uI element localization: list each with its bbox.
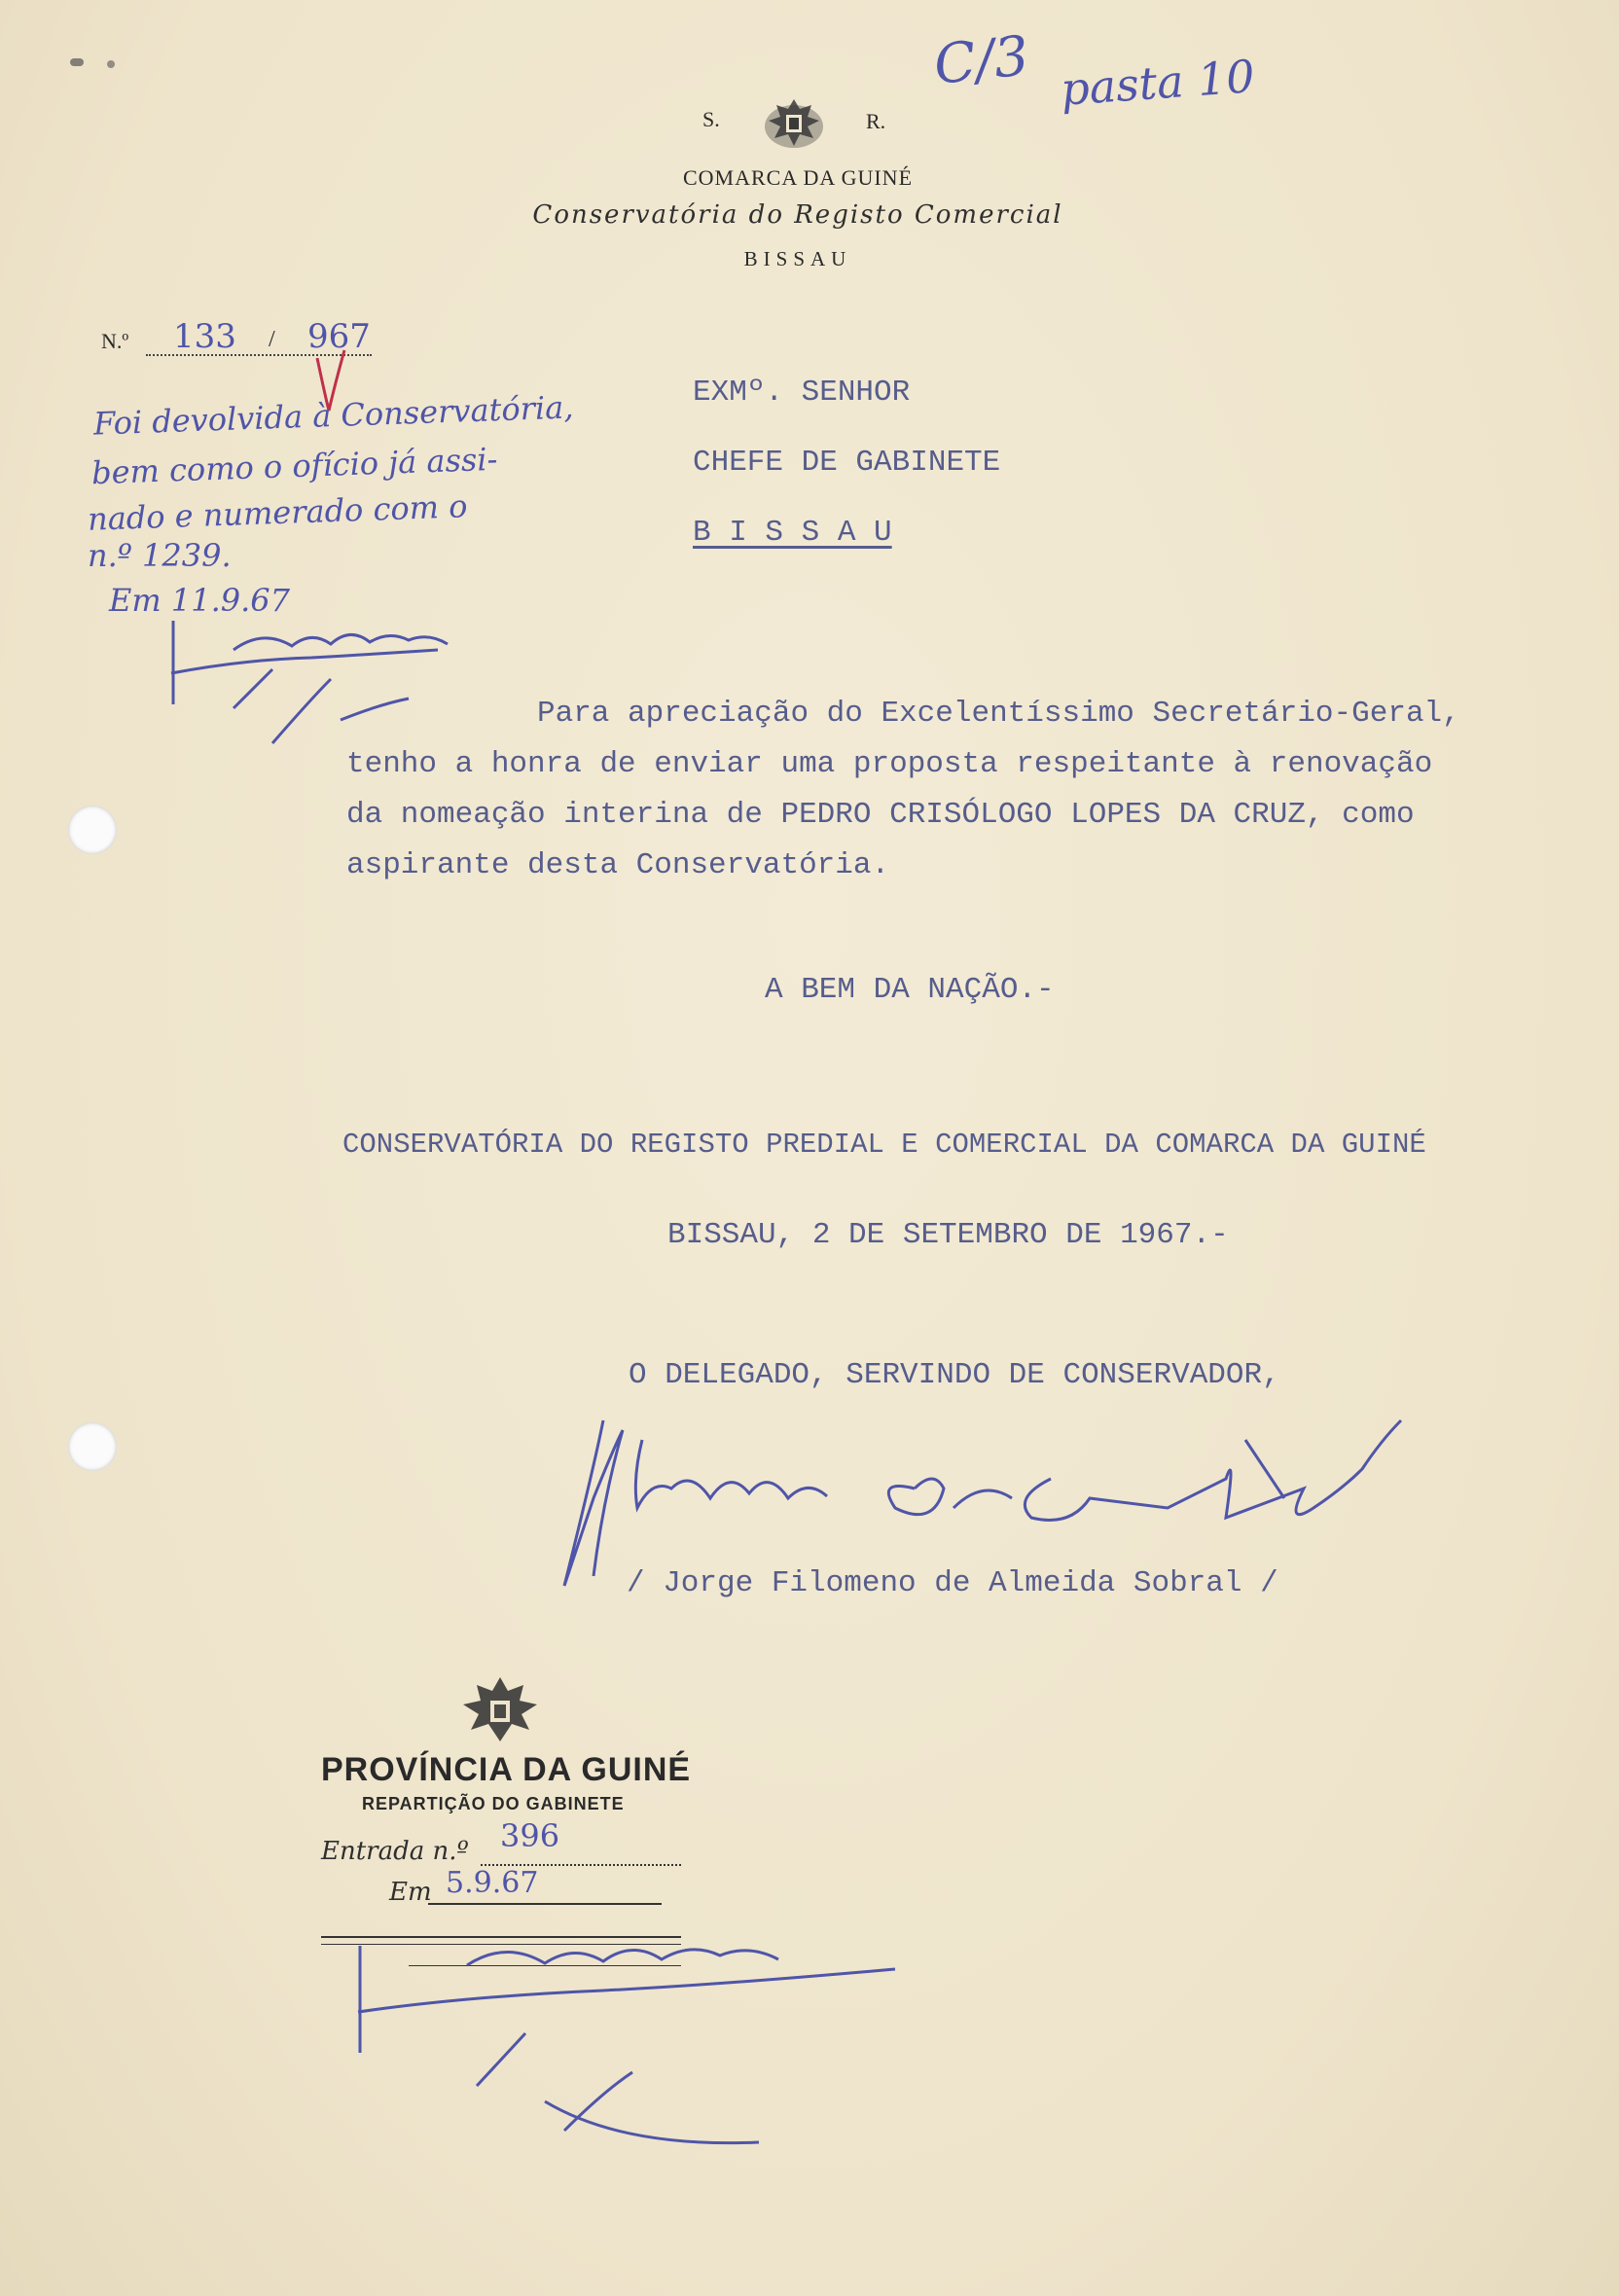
letterhead-left-initial: S. bbox=[702, 107, 720, 131]
stamp-date-label: Em bbox=[389, 1878, 432, 1907]
letterhead-city: BISSAU bbox=[743, 247, 852, 270]
handwritten-ref-pasta: pasta 10 bbox=[1059, 50, 1257, 116]
body-line-1: Para apreciação do Excelentíssimo Secretário-Geral, bbox=[537, 697, 1460, 731]
signatory-name: / Jorge Filomeno de Almeida Sobral / bbox=[627, 1566, 1278, 1600]
office-full-name: CONSERVATÓRIA DO REGISTO PREDIAL E COMERCIAL DA COMARCA DA GUINÉ bbox=[342, 1129, 1426, 1161]
reference-label: N.º bbox=[101, 329, 129, 353]
body-line-3: da nomeação interina de PEDRO CRISÓLOGO LOPES DA CRUZ, como bbox=[346, 798, 1415, 832]
margin-note-line-2: bem como o ofício já assi- bbox=[90, 440, 498, 492]
margin-note-line-4: n.º 1239. bbox=[88, 537, 232, 574]
punch-hole-top bbox=[68, 806, 117, 854]
body-line-2: tenho a honra de enviar uma proposta respeitante à renovação bbox=[346, 747, 1433, 781]
handwritten-ref-c3: C/3 bbox=[930, 24, 1032, 97]
reference-number: 133 bbox=[173, 317, 236, 356]
stamp-date-line bbox=[428, 1903, 662, 1905]
closing-salutation: A BEM DA NAÇÃO.- bbox=[765, 973, 1055, 1007]
paper-speck bbox=[70, 58, 84, 66]
stamp-department: REPARTIÇÃO DO GABINETE bbox=[362, 1794, 625, 1813]
stamp-emblem-icon bbox=[451, 1673, 549, 1751]
reference-year: 967 bbox=[307, 317, 371, 356]
margin-note-date: Em 11.9.67 bbox=[109, 582, 291, 619]
signatory-title: O DELEGADO, SERVINDO DE CONSERVADOR, bbox=[629, 1358, 1280, 1392]
margin-note-initials bbox=[165, 611, 457, 747]
addressee-line-2: CHEFE DE GABINETE bbox=[693, 446, 1001, 480]
stamp-province: PROVÍNCIA DA GUINÉ bbox=[321, 1751, 692, 1788]
paper-speck bbox=[107, 60, 115, 68]
stamp-initials bbox=[350, 1926, 934, 2160]
punch-hole-bottom bbox=[68, 1422, 117, 1471]
stamp-date-value: 5.9.67 bbox=[446, 1866, 539, 1900]
letterhead-office: Conservatória do Registo Comercial bbox=[532, 200, 1063, 230]
reference-separator: / bbox=[269, 327, 275, 352]
margin-note-line-3: nado e numerado com o bbox=[87, 487, 469, 538]
stamp-entry-number: 396 bbox=[500, 1817, 560, 1854]
addressee-line-1: EXMº. SENHOR bbox=[693, 376, 911, 410]
date-line: BISSAU, 2 DE SETEMBRO DE 1967.- bbox=[667, 1218, 1229, 1252]
letterhead-right-initial: R. bbox=[866, 109, 886, 133]
letterhead-court: COMARCA DA GUINÉ bbox=[682, 165, 914, 190]
stamp-entry-label: Entrada n.º bbox=[321, 1837, 469, 1866]
coat-of-arms-icon bbox=[755, 90, 833, 158]
body-line-4: aspirante desta Conservatória. bbox=[346, 848, 890, 882]
margin-note-line-1: Foi devolvida à Conservatória, bbox=[92, 388, 575, 443]
addressee-line-3: B I S S A U bbox=[693, 516, 892, 550]
